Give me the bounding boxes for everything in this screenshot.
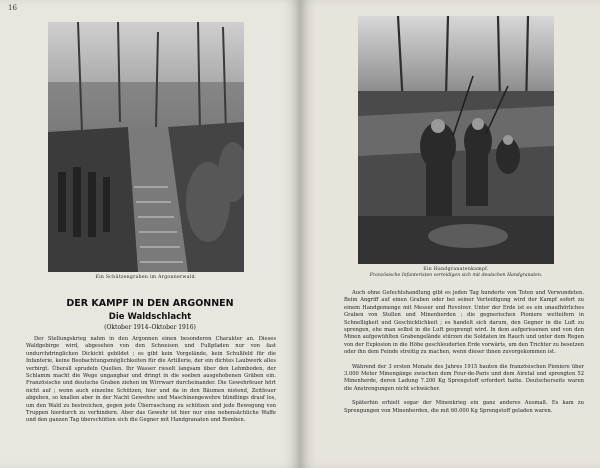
grenade-fight-photo <box>358 16 554 264</box>
photo-caption-line-1: Ein Handgranatenkampf. <box>423 267 489 272</box>
left-body-text <box>26 336 276 425</box>
grenade-fight-illustration <box>358 16 554 264</box>
paragraph: Späterhin erhielt sogar der Minenkrieg ein ganz anderes Ausmaß. Es kam zu Sprengungen von Minenherden, die mit 60.000 Kg Sprengstoff geladen waren. <box>344 400 584 414</box>
page-number: 16 <box>8 4 17 12</box>
right-body-text <box>344 290 584 415</box>
photo-caption-line-2: Französische Infanteristen verteidigen sich mit deutschen Handgranaten. <box>369 273 543 278</box>
paragraph: Der Stellungskrieg nahm in den Argonnen einen besonderen Charakter an. Dieses Waldgebirge wird, abgesehen von den Schneisen und Fußpfaden nur von fast undurchdringlichen Dickicht gebildet ; es gibt kein Vorgelände, kein Schußfeld für die Infanterie, keine Beobachtungsmöglichkeiten für die Artillerie, der ein dichtes Laubwerk alles verbirgt. Überall sprudeln Quellen. Ihr Wasser rieselt langsam über den Lehmboden, der Schlamm macht die Wege ungangbar und dringt in die soeben ausgehobenen Gräben ein. Französische und deutsche Graben ziehen im Wirrwarr durcheinander. Die Gewehrfeuer hört nicht auf ; wenn auch einzelne Schützen, hier und da in den Bäumen nistend, Zeitfeuer abgeben, so knallen aber in der Nacht Gewehre und Maschinengewehre blindlings drauf los, um den Wald zu bestreichen, gegen jede Überraschung zu schützen und jede Bewegung von Truppen hierdurch zu verhindern. Aber das Gewehr ist hier nur eine nebensächliche Waffe und den ganzen Tag überschütten sich die Gegner mit Handgranaten und Bomben. <box>26 336 276 424</box>
trench-photo <box>48 22 244 272</box>
photo-caption <box>48 275 244 281</box>
chapter-title: DER KAMPF IN DEN ARGONNEN <box>66 298 234 309</box>
photo-caption-text: Ein Schützengraben im Argonnerwald. <box>95 275 197 280</box>
photo-caption <box>358 267 554 279</box>
chapter-subtitle: Die Waldschlacht <box>108 312 192 322</box>
trench-photo-illustration <box>48 22 244 272</box>
paragraph: Auch ohne Gefechtshandlung gibt es jeden Tag hunderte von Toten und Verwundeten. Beim Angriff auf einen Graben oder bei seiner Verteidigung wird der Kampf sofort zu einem Handgemenge mit Messer und Revolver. Unter der Erde ist es ein unaufhörliches Graben von Stollen und Minenherden ; die gegnerischen Pioniere wetteifern in Schnelligkeit und Geschicklichkeit ; es handelt sich darum, den Gegner in die Luft zu sprengen, ehe man selbst in die Luft gesprengt wird. In dem aufgerissenen und von den Minen aufgewühlten Grabengelände stürzen die Soldaten im Rauch und unter dem Regen von der Explosion in die Höhe geschleuderten Erde vorwärts, um den Trichter zu besetzen oder ihn dem Feinde streitig zu machen, wenn dieser ihnen zuvorgekommen ist. <box>344 290 584 356</box>
right-page <box>300 0 600 468</box>
paragraph: Während der 3 ersten Monate des Jahres 1915 bauten die französischen Pioniere über 3.000 Meter Minengänge zwischen dem Four-de-Paris und dem Airetal und sprengten 52 Minenherde, deren Ladung 7.200 Kg Sprengstoff erfordert hatte. Deutscherseits waren die Anstrengungen nicht schwächer. <box>344 363 584 392</box>
chapter-date-range: (Oktober 1914–Oktober 1916) <box>104 324 196 331</box>
